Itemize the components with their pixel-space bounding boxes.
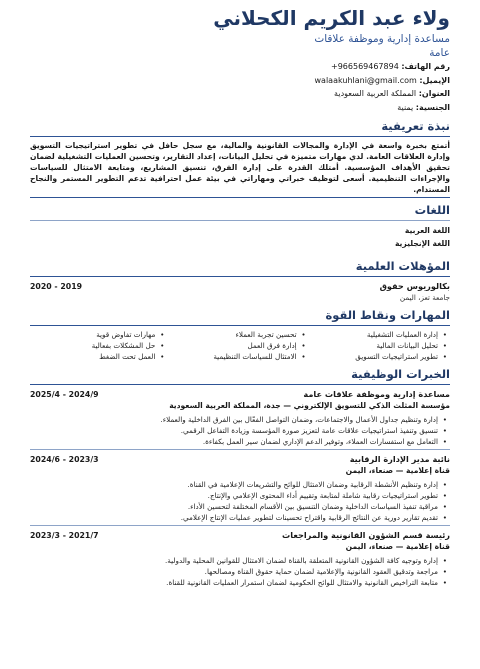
duty-item: • مراقبة تنفيذ السياسات الداخلية وضمان التنسيق بين الأقسام المختلفة لتحسين الأداء. [30, 501, 438, 512]
phone-label: رقم الهاتف: [401, 62, 450, 71]
skills-section [30, 308, 450, 362]
resume-header [30, 6, 450, 60]
duty-item: • متابعة التراخيص القانونية والامتثال للوائح الحكومية لضمان استمرار العمليات القانونية للقناة. [30, 577, 438, 588]
job-organization: قناة إعلامية — صنعاء، اليمن [345, 466, 450, 475]
profile-section [30, 119, 450, 198]
education-date: 2020 - 2019 [30, 282, 83, 291]
job-header [30, 453, 450, 465]
skill-item: • الامتثال للسياسات التنظيمية [171, 351, 296, 362]
email-label: الإيميل: [419, 75, 450, 85]
nationality-row [30, 101, 450, 115]
duty-item: • تقديم تقارير دورية عن النتائج الرقابية واقتراح تحسينات لتطوير عمليات الإنتاج الإعلامي. [30, 512, 438, 523]
skills-columns [30, 329, 450, 362]
skill-item: • تحسين تجربة العملاء [171, 329, 296, 340]
duty-item: • التعامل مع استفسارات العملاء، وتوفير الدعم الإداري لضمان سير العمل بكفاءة. [30, 436, 438, 447]
education-title: المؤهلات العلمية [355, 259, 450, 273]
job-title: نائبة مدير الإدارة الرقابية [349, 454, 450, 464]
job-title: رئيسة قسم الشؤون القانونية والمراجعات [282, 530, 450, 540]
experience-section [30, 367, 450, 588]
email-row [30, 74, 450, 88]
contact-info [30, 60, 450, 114]
job-entry-2 [30, 453, 450, 526]
job-organization: قناة إعلامية — صنعاء، اليمن [345, 542, 450, 551]
school: جامعة تعز، اليمن [399, 293, 450, 302]
language-item: اللغة العربية [404, 226, 450, 235]
job-date: 2025/4 - 2024/9 [30, 390, 99, 399]
education-row [30, 280, 450, 292]
skill-item: • إدارة العمليات التشغيلية [313, 329, 438, 340]
languages-divider [30, 220, 450, 221]
nationality-value: يمنية [397, 102, 414, 112]
education-divider [30, 276, 450, 277]
skills-column-1 [313, 329, 450, 362]
profile-text: أتمتع بخبرة واسعة في الإدارة والمجالات القانونية والمالية، مع سجل حافل في تطوير استراتيجيات التسويق وإدارة العلاقات العامة. لدي مهارات متميزة في تحليل البيانات، إعداد التقارير، وتحسين العمليات التشغيلية لضمان تحقيق الأهداف المؤسسية. أمتلك القدرة على إدارة الفرق، تنسيق المشاريع، ومتابعة الامتثال للسياسات والإجراءات التنظيمية. أسعى لتوظيف خبراتي ومهاراتي في بيئة عمل احترافية تدعم التطوير المستمر والنجاح المستدام. [30, 141, 450, 194]
experience-divider [30, 384, 450, 385]
skill-item: • العمل تحت الضغط [30, 351, 155, 362]
skills-title: المهارات ونقاط القوة [325, 308, 450, 322]
spacer [30, 250, 450, 254]
skill-item: • تطوير استراتيجيات التسويق [313, 351, 438, 362]
phone-value: +966569467894 [331, 62, 399, 71]
phone-row [30, 60, 450, 74]
skills-column-2 [171, 329, 308, 362]
languages-title: اللغات [414, 203, 450, 217]
duty-item: • تنسيق وتنفيذ استراتيجيات علاقات عامة لتعزيز صورة المؤسسة وزيادة التفاعل الرقمي. [30, 425, 438, 436]
language-item: اللغة الإنجليزية [394, 239, 450, 248]
skills-column-3 [30, 329, 167, 362]
job-title: مساعدة إدارية وموظفة علاقات عامة [303, 389, 450, 399]
skill-item: • حل المشكلات بفعالية [30, 340, 155, 351]
job-duties [30, 479, 450, 523]
address-label: العنوان: [418, 89, 450, 98]
languages-section [30, 203, 450, 250]
job-divider [30, 525, 450, 526]
degree: بكالوريوس حقوق [379, 281, 450, 291]
profile-title: نبذة تعريفية [381, 119, 450, 133]
skill-item: • تحليل البيانات المالية [313, 340, 438, 351]
job-entry-1 [30, 388, 450, 450]
skills-divider [30, 325, 450, 326]
job-organization: مؤسسة المثلث الذكي للتسويق الإلكتروني — جدة، المملكة العربية السعودية [169, 401, 450, 410]
education-section [30, 259, 450, 303]
job-date: 2024/6 - 2023/3 [30, 455, 99, 464]
job-title-line-2: عامة [429, 47, 450, 59]
address-row [30, 87, 450, 101]
duty-item: • مراجعة وتدقيق العقود القانونية والإعلامية لضمان حماية حقوق القناة ومصالحها. [30, 566, 438, 577]
job-divider [30, 449, 450, 450]
job-title-line-1: مساعدة إدارية وموظفة علاقات [314, 33, 450, 45]
nationality-label: الجنسية: [415, 102, 450, 112]
profile-bottom-divider [30, 197, 450, 198]
email-value[interactable]: walaakuhlani@gmail.com [314, 75, 417, 85]
job-header [30, 388, 450, 400]
profile-divider [30, 136, 450, 137]
job-duties [30, 555, 450, 588]
job-date: 2023/3 - 2021/7 [30, 531, 99, 540]
duty-item: • تطوير استراتيجيات رقابية شاملة لمتابعة وتقييم أداء المحتوى الإعلامي والإنتاج. [30, 490, 438, 501]
job-title [30, 32, 450, 60]
skill-item: • مهارات تفاوض قوية [30, 329, 155, 340]
job-entry-3 [30, 529, 450, 588]
duty-item: • إدارة وتنظيم جداول الأعمال والاجتماعات، وضمان التواصل الفعّال بين الفرق الداخلية والعملاء. [30, 414, 438, 425]
skill-item: • إدارة فرق العمل [171, 340, 296, 351]
experience-title: الخبرات الوظيفية [351, 367, 450, 381]
address-value: المملكة العربية السعودية [334, 89, 417, 98]
full-name: ولاء عبد الكريم الكحلاني [213, 6, 450, 30]
job-header [30, 529, 450, 541]
job-duties [30, 414, 450, 447]
duty-item: • إدارة وتوجيه كافة الشؤون القانونية المتعلقة بالقناة لضمان الامتثال للقوانين المحلية والدولية. [30, 555, 438, 566]
duty-item: • إدارة وتنظيم الأنشطة الرقابية وضمان الامتثال للوائح والتشريعات الإعلامية في القناة. [30, 479, 438, 490]
